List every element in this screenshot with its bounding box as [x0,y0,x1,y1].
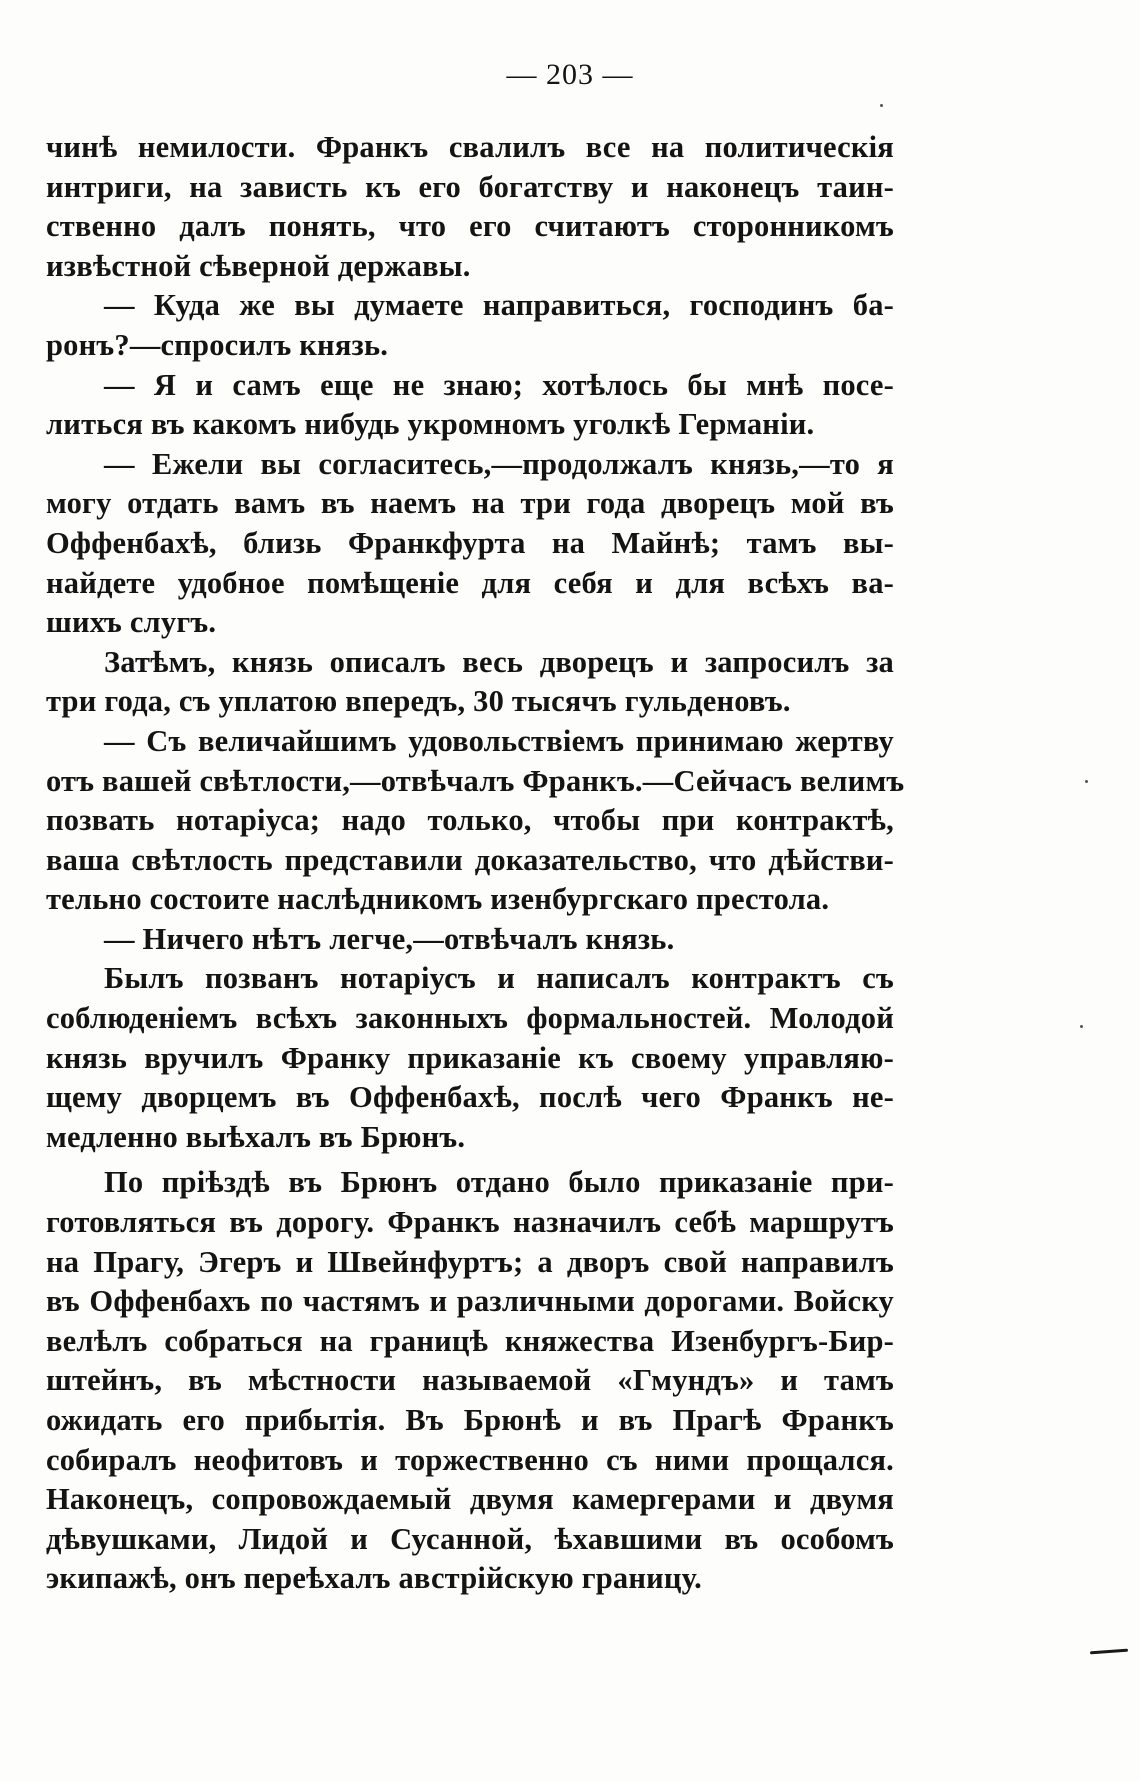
text-line: щему дворцемъ въ Оффенбахѣ, послѣ чего Франкъ не- [46,1080,894,1115]
text-line: чинѣ немилости. Франкъ свалилъ все на политическія [46,130,894,164]
text-line: штейнъ, въ мѣстности называемой «Гмундъ» и тамъ [46,1363,894,1398]
text-line: соблюденіемъ всѣхъ законныхъ формальностей. Молодой [46,1001,894,1036]
text-line: тельно состоите наслѣдникомъ изенбургскаго престола. [46,882,830,917]
text-line: ственно далъ понять, что его считаютъ сторонникомъ [46,209,894,244]
text-line: — Ничего нѣтъ легче,—отвѣчалъ князь. [104,921,675,956]
text-line: три года, съ уплатою впередъ, 30 тысячъ гульденовъ. [46,684,791,719]
print-speck [880,104,883,107]
text-line: на Прагу, Эгеръ и Швейнфуртъ; а дворъ свой направилъ [46,1244,894,1279]
paragraph [46,286,894,365]
paragraph [46,366,894,445]
text-line: ваша свѣтлость представили доказательство, что дѣйстви- [46,842,894,877]
margin-mark [1090,1649,1128,1655]
text-line: князь вручилъ Франку приказаніе къ своему управляю- [46,1040,894,1075]
page-number: — 203 — [506,58,634,91]
text-line: экипажѣ, онъ переѣхалъ австрійскую границу. [46,1561,702,1596]
text-line: Оффенбахѣ, близь Франкфурта на Майнѣ; тамъ вы- [46,525,894,560]
text-line: шихъ слугъ. [46,605,217,640]
text-line: По пріѣздѣ въ Брюнъ отдано было приказаніе при- [104,1165,894,1200]
text-line: Затѣмъ, князь описалъ весь дворецъ и запросилъ за [104,644,894,679]
text-line: — Ежели вы согласитесь,—продолжалъ князь,—то я [104,446,894,481]
print-speck [1080,1025,1083,1028]
text-line: — Куда же вы думаете направиться, господинъ ба- [104,288,894,323]
text-line: — Съ величайшимъ удовольствіемъ принимаю жертву [104,723,894,758]
body-text [46,128,905,1599]
text-line: медленно выѣхалъ въ Брюнъ. [46,1119,466,1154]
text-line: Наконецъ, сопровождаемый двумя камергерами и двумя [46,1482,894,1517]
text-line: ронъ?—спросилъ князь. [46,327,389,362]
text-line: собиралъ неофитовъ и торжественно съ ними прощался. [46,1442,894,1477]
text-line: въ Оффенбахъ по частямъ и различными дорогами. Войску [46,1284,894,1319]
text-line: дѣвушками, Лидой и Сусанной, ѣхавшими въ особомъ [46,1521,894,1556]
text-line: Былъ позванъ нотаріусъ и написалъ контрактъ съ [104,961,894,996]
paragraph [46,959,894,1157]
paragraph [46,643,894,722]
text-line: интриги, на зависть къ его богатству и наконецъ таин- [46,169,894,204]
text-line: — Я и самъ еще не знаю; хотѣлось бы мнѣ посе- [104,367,894,402]
text-line: извѣстной сѣверной державы. [46,248,471,283]
text-line: отъ вашей свѣтлости,—отвѣчалъ Франкъ.—Сейчасъ велимъ [46,763,905,798]
text-line: позвать нотаріуса; надо только, чтобы при контрактѣ, [46,803,894,838]
paragraph [46,1163,894,1599]
text-line: литься въ какомъ нибудь укромномъ уголкѣ Германіи. [46,407,815,442]
text-line: велѣлъ собраться на границѣ княжества Изенбургъ-Бир- [46,1323,894,1358]
paragraph [46,722,905,920]
print-speck [1085,780,1088,783]
paragraph [46,920,894,960]
text-line: готовляться въ дорогу. Франкъ назначилъ себѣ маршрутъ [46,1205,894,1240]
text-line: найдете удобное помѣщеніе для себя и для всѣхъ ва- [46,565,894,600]
text-line: могу отдать вамъ въ наемъ на три года дворецъ мой въ [46,486,894,521]
paragraph [46,445,894,643]
text-line: ожидать его прибытія. Въ Брюнѣ и въ Прагѣ Франкъ [46,1403,894,1437]
paragraph [46,128,894,286]
